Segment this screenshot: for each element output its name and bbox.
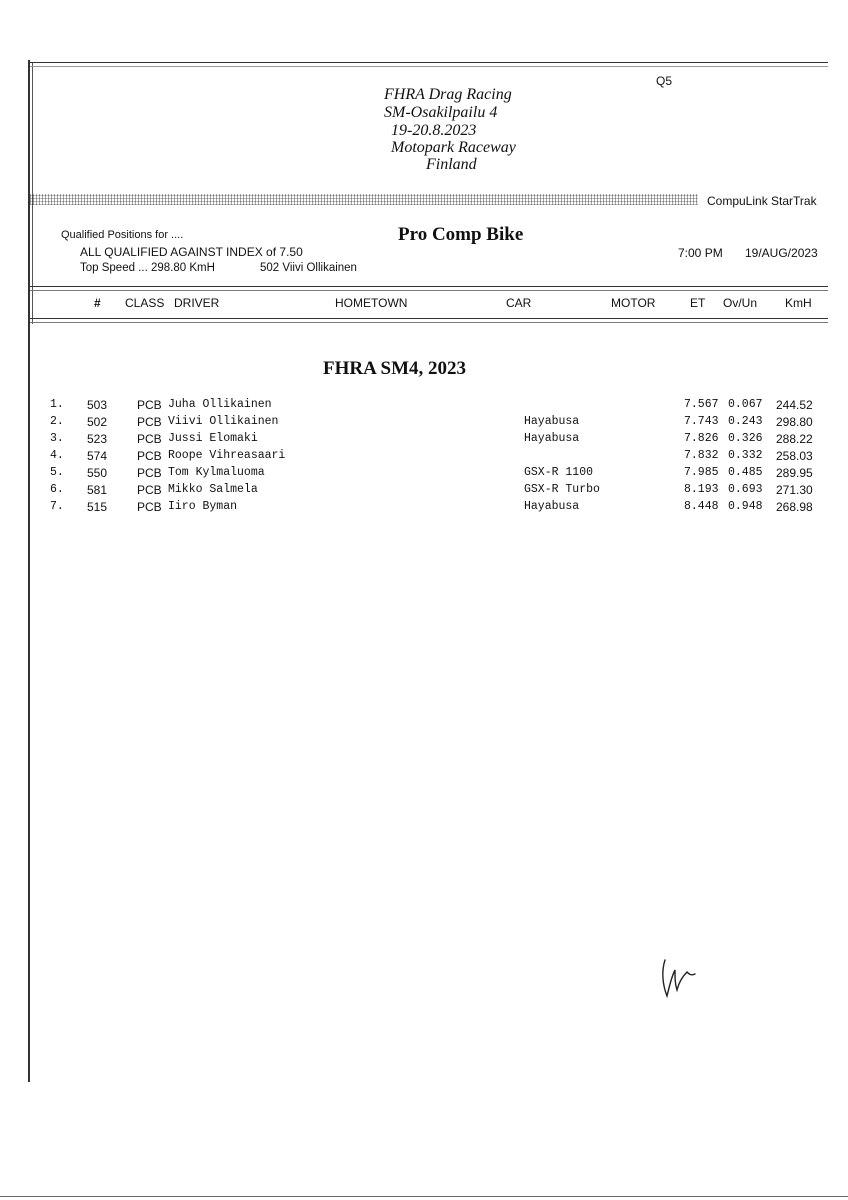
row-car: Hayabusa (524, 432, 580, 445)
row-kmh: 289.95 (776, 466, 813, 480)
table-row (0, 500, 848, 517)
row-number: 523 (87, 432, 108, 446)
row-kmh: 258.03 (776, 449, 813, 463)
row-class: PCB (137, 432, 162, 446)
row-driver: Jussi Elomaki (168, 432, 258, 445)
row-number: 515 (87, 500, 108, 514)
row-et: 7.985 (684, 466, 719, 479)
event-line-5: Finland (426, 156, 477, 173)
table-row (0, 466, 848, 483)
col-num: # (94, 296, 101, 310)
row-ovun: 0.067 (728, 398, 763, 411)
top-speed: Top Speed ... 298.80 KmH (80, 262, 215, 274)
row-ovun: 0.326 (728, 432, 763, 445)
qualified-for-label: Qualified Positions for .... (61, 229, 184, 241)
row-number: 581 (87, 483, 108, 497)
row-ovun: 0.693 (728, 483, 763, 496)
section-title: FHRA SM4, 2023 (323, 358, 467, 379)
row-kmh: 244.52 (776, 398, 813, 412)
row-et: 7.832 (684, 449, 719, 462)
header-rule-top (30, 286, 828, 287)
row-position: 6. (50, 483, 64, 496)
row-kmh: 268.98 (776, 500, 813, 514)
col-driver: DRIVER (174, 296, 220, 310)
event-line-4: Motopark Raceway (391, 139, 516, 156)
row-car: Hayabusa (524, 500, 580, 513)
col-ovun: Ov/Un (723, 296, 758, 310)
row-kmh: 288.22 (776, 432, 813, 446)
top-speed-holder: 502 Viivi Ollikainen (260, 262, 357, 274)
row-kmh: 271.30 (776, 483, 813, 497)
row-class: PCB (137, 415, 162, 429)
row-et: 7.567 (684, 398, 719, 411)
frame-left-border (28, 60, 30, 1082)
row-ovun: 0.332 (728, 449, 763, 462)
row-number: 574 (87, 449, 108, 463)
report-code: Q5 (656, 74, 673, 88)
row-driver: Roope Vihreasaari (168, 449, 286, 462)
row-car: Hayabusa (524, 415, 580, 428)
row-position: 3. (50, 432, 64, 445)
col-hometown: HOMETOWN (335, 296, 408, 310)
row-position: 1. (50, 398, 64, 411)
header-rule-bottom-inner (30, 322, 828, 323)
row-et: 8.193 (684, 483, 719, 496)
signature-mark (655, 952, 715, 1002)
row-driver: Viivi Ollikainen (168, 415, 279, 428)
table-row (0, 449, 848, 466)
page-bottom-rule (0, 1196, 848, 1197)
index-line: ALL QUALIFIED AGAINST INDEX of 7.50 (80, 245, 303, 259)
header-rule-top-inner (30, 290, 828, 291)
row-car: GSX-R Turbo (524, 483, 600, 496)
table-row (0, 483, 848, 500)
row-class: PCB (137, 398, 162, 412)
event-line-2: SM-Osakilpailu 4 (384, 104, 498, 121)
col-car: CAR (506, 296, 532, 310)
row-et: 7.826 (684, 432, 719, 445)
software-label: CompuLink StarTrak (707, 194, 817, 208)
event-line-1: FHRA Drag Racing (384, 86, 512, 103)
col-motor: MOTOR (611, 296, 656, 310)
row-class: PCB (137, 449, 162, 463)
row-et: 8.448 (684, 500, 719, 513)
row-position: 5. (50, 466, 64, 479)
row-ovun: 0.243 (728, 415, 763, 428)
row-et: 7.743 (684, 415, 719, 428)
table-row (0, 398, 848, 415)
row-ovun: 0.948 (728, 500, 763, 513)
col-et: ET (690, 296, 706, 310)
row-position: 7. (50, 500, 64, 513)
row-class: PCB (137, 483, 162, 497)
top-rule-inner (30, 66, 828, 67)
row-kmh: 298.80 (776, 415, 813, 429)
row-driver: Juha Ollikainen (168, 398, 272, 411)
table-row (0, 432, 848, 449)
row-car: GSX-R 1100 (524, 466, 594, 479)
col-class: CLASS (125, 296, 165, 310)
row-number: 503 (87, 398, 108, 412)
row-position: 2. (50, 415, 64, 428)
dithered-band (30, 194, 698, 205)
row-class: PCB (137, 500, 162, 514)
class-title: Pro Comp Bike (398, 224, 524, 245)
col-kmh: KmH (785, 296, 812, 310)
table-row (0, 415, 848, 432)
report-date: 19/AUG/2023 (745, 246, 818, 260)
frame-left-inner-border (32, 62, 33, 324)
row-number: 550 (87, 466, 108, 480)
row-ovun: 0.485 (728, 466, 763, 479)
event-line-3: 19-20.8.2023 (391, 122, 477, 139)
row-number: 502 (87, 415, 108, 429)
row-position: 4. (50, 449, 64, 462)
row-driver: Mikko Salmela (168, 483, 258, 496)
top-rule (30, 62, 828, 63)
row-class: PCB (137, 466, 162, 480)
header-rule-bottom (30, 318, 828, 319)
row-driver: Iiro Byman (168, 500, 238, 513)
report-time: 7:00 PM (678, 246, 723, 260)
row-driver: Tom Kylmaluoma (168, 466, 265, 479)
